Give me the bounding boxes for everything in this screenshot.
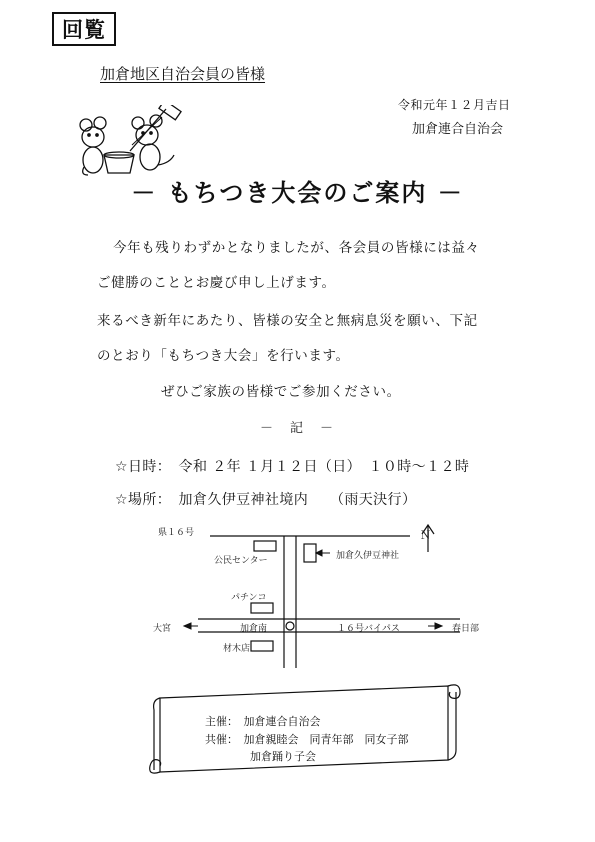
recipient-line: 加倉地区自治会員の皆様 xyxy=(100,65,266,83)
body-line-1: 今年も残りわずかとなりましたが、各会員の皆様には益々 xyxy=(113,240,480,256)
cosponsor-line: 共催： 加倉親睦会 同青年部 同女子部 xyxy=(205,733,409,746)
circular-badge: 回覧 xyxy=(52,12,116,46)
sender-name: 加倉連合自治会 xyxy=(412,122,504,137)
body-line-4: のとおり「もちつき大会」を行います。 xyxy=(97,348,350,364)
issue-date: 令和元年１２月吉日 xyxy=(398,98,511,112)
map-label-lumber: 材木店 xyxy=(223,644,251,654)
map-label-shrine: 加倉久伊豆神社 xyxy=(336,551,400,561)
event-place: ☆場所： 加倉久伊豆神社境内 （雨天決行） xyxy=(115,492,417,508)
map-label-north: Ｎ xyxy=(420,529,431,542)
map-label-bypass: １６号バイパス xyxy=(337,624,400,634)
page-title: － もちつき大会のご案内 － xyxy=(131,179,464,207)
body-line-2: ご健勝のこととお慶び申し上げます。 xyxy=(97,275,336,291)
event-datetime: ☆日時： 令和 ２年 １月１２日（日） １０時～１２時 xyxy=(115,459,470,475)
arrow-left-icon xyxy=(184,623,191,629)
map-label-pachinko: パチンコ xyxy=(231,593,267,603)
body-line-3: 来るべき新年にあたり、皆様の安全と無病息災を願い、下記 xyxy=(97,313,478,329)
ki-heading: － 記 － xyxy=(259,421,335,436)
map-label-omiya: 大宮 xyxy=(153,624,172,634)
arrow-right-icon xyxy=(435,623,442,629)
body-line-5: ぜひご家族の皆様でご参加ください。 xyxy=(161,384,401,400)
mochi-pounding-mice-illustration xyxy=(70,105,200,180)
map-label-route16: 県１６号 xyxy=(158,528,195,538)
north-arrow-icon xyxy=(422,525,434,552)
organizer-line: 主催： 加倉連合自治会 xyxy=(205,715,321,728)
map-label-community-center: 公民センター xyxy=(214,556,268,566)
cosponsor-line-2: 加倉踊り子会 xyxy=(250,750,316,763)
arrow-shrine-icon xyxy=(316,550,322,556)
map-label-intersection: 加倉南 xyxy=(240,624,268,634)
map-label-kasukabe: 春日部 xyxy=(452,624,480,634)
